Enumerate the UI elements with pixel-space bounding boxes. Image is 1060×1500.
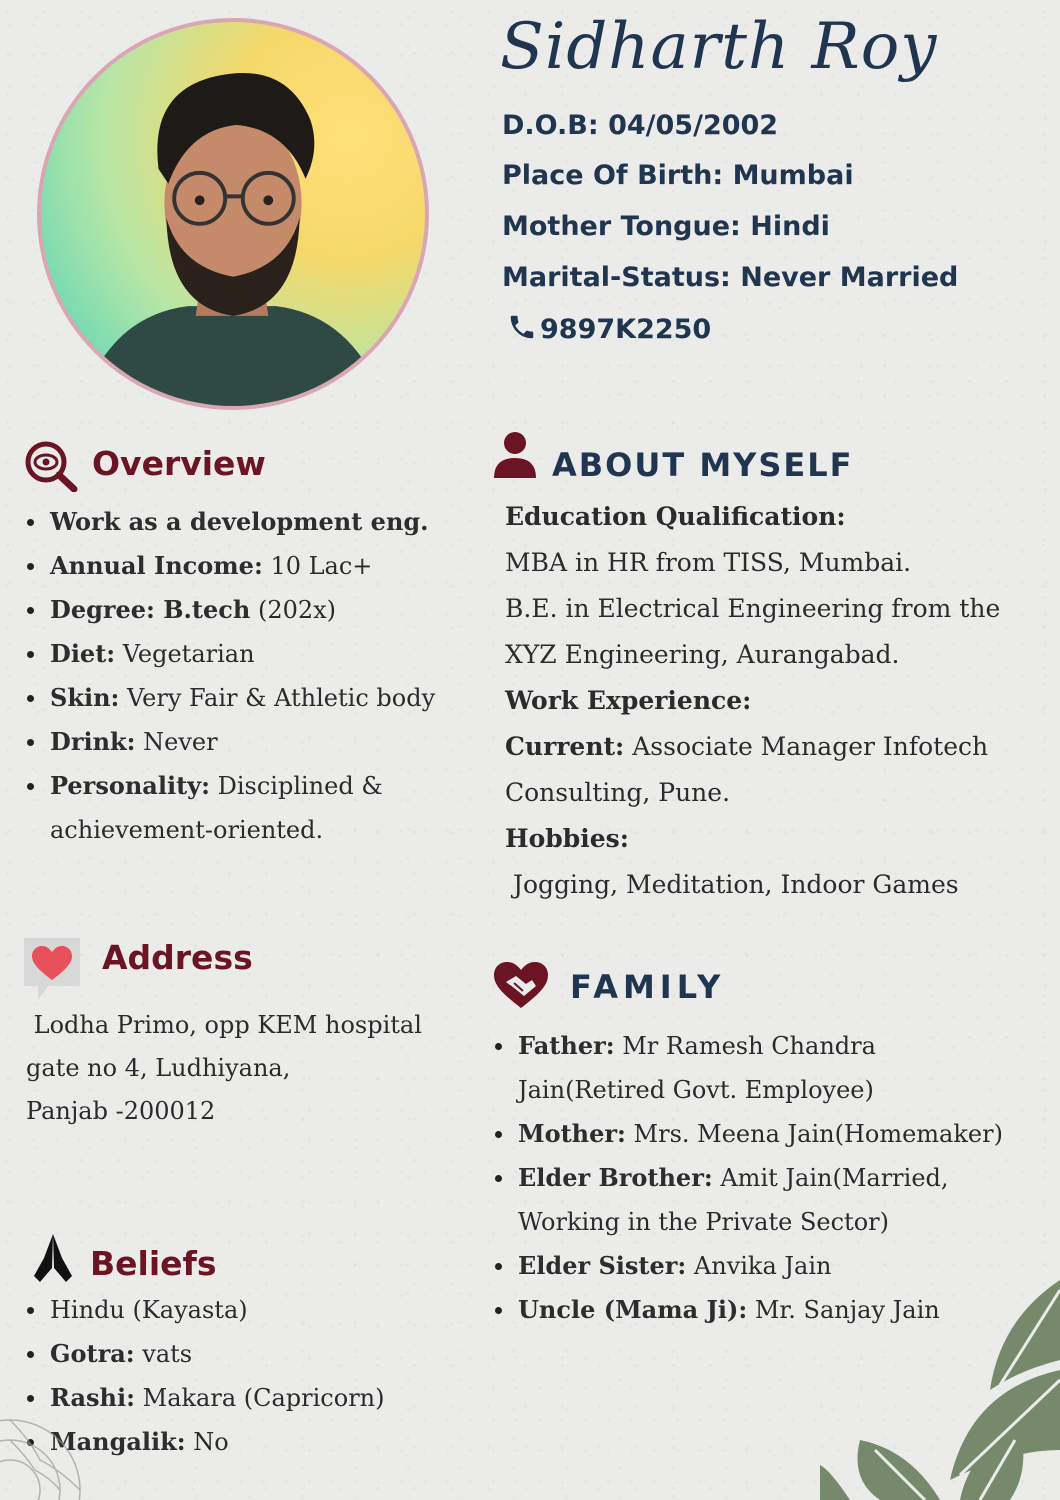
pob-row bbox=[502, 160, 854, 191]
belief-item: Gotra: vats bbox=[24, 1332, 385, 1376]
about-body bbox=[505, 494, 1000, 908]
about-heading: ABOUT MYSELF bbox=[552, 446, 854, 484]
tongue-label: Mother Tongue: bbox=[502, 211, 741, 242]
person-icon bbox=[492, 430, 538, 480]
address-line: Lodha Primo, opp KEM hospital bbox=[26, 1011, 422, 1039]
tongue-value: Hindi bbox=[750, 211, 830, 242]
address-heading: Address bbox=[102, 938, 253, 977]
address-line: gate no 4, Ludhiyana, bbox=[26, 1054, 291, 1082]
mandala-decoration bbox=[0, 1390, 110, 1500]
hobbies-value: Jogging, Meditation, Indoor Games bbox=[505, 870, 959, 899]
beliefs-heading: Beliefs bbox=[90, 1244, 217, 1283]
education-line: MBA in HR from TISS, Mumbai. bbox=[505, 548, 912, 577]
address-line: Panjab -200012 bbox=[26, 1097, 216, 1125]
heart-chat-icon bbox=[18, 932, 86, 1004]
pob-value: Mumbai bbox=[732, 160, 854, 191]
search-eye-icon bbox=[24, 440, 80, 492]
praying-hands-icon bbox=[30, 1232, 76, 1284]
overview-item: Personality: Disciplined & bbox=[24, 764, 435, 808]
family-item: Mother: Mrs. Meena Jain(Homemaker) bbox=[492, 1112, 1003, 1156]
education-line: B.E. in Electrical Engineering from the bbox=[505, 594, 1001, 623]
family-item-continuation: Jain(Retired Govt. Employee) bbox=[518, 1076, 874, 1104]
overview-list bbox=[24, 500, 435, 808]
work-label: Work Experience: bbox=[505, 686, 752, 715]
family-item: Father: Mr Ramesh Chandra bbox=[492, 1024, 1003, 1068]
dob-row bbox=[502, 110, 778, 141]
family-item: Elder Sister: Anvika Jain bbox=[492, 1244, 1003, 1288]
dob-label: D.O.B: bbox=[502, 110, 599, 141]
overview-item: Diet: Vegetarian bbox=[24, 632, 435, 676]
pob-label: Place Of Birth: bbox=[502, 160, 724, 191]
overview-continuation: achievement-oriented. bbox=[50, 816, 324, 844]
phone-row bbox=[506, 312, 711, 345]
dob-value: 04/05/2002 bbox=[608, 110, 779, 141]
overview-item: Drink: Never bbox=[24, 720, 435, 764]
hobbies-label: Hobbies: bbox=[505, 824, 629, 853]
belief-item: Rashi: Makara (Capricorn) bbox=[24, 1376, 385, 1420]
marital-value: Never Married bbox=[740, 262, 959, 293]
leaf-decoration bbox=[820, 1280, 1060, 1500]
overview-item: Degree: B.tech (202x) bbox=[24, 588, 435, 632]
belief-item: Hindu (Kayasta) bbox=[24, 1288, 385, 1332]
overview-item: Annual Income: 10 Lac+ bbox=[24, 544, 435, 588]
phone-number: 9897K2250 bbox=[540, 314, 712, 345]
tongue-row bbox=[502, 211, 830, 242]
family-item-continuation: Working in the Private Sector) bbox=[518, 1208, 889, 1236]
family-heading: FAMILY bbox=[570, 968, 726, 1006]
family-item: Elder Brother: Amit Jain(Married, bbox=[492, 1156, 1003, 1200]
profile-photo bbox=[37, 18, 429, 410]
overview-heading: Overview bbox=[92, 444, 266, 483]
education-line: XYZ Engineering, Aurangabad. bbox=[505, 640, 900, 669]
overview-item: Skin: Very Fair & Athletic body bbox=[24, 676, 435, 720]
phone-icon bbox=[506, 312, 538, 342]
overview-item: Work as a development eng. bbox=[24, 500, 435, 544]
marital-row bbox=[502, 262, 958, 293]
family-item: Uncle (Mama Ji): Mr. Sanjay Jain bbox=[492, 1288, 1003, 1332]
education-label: Education Qualification: bbox=[505, 502, 846, 531]
current-job: Current: Associate Manager Infotech bbox=[505, 732, 989, 761]
belief-item: Mangalik: No bbox=[24, 1420, 385, 1464]
handshake-heart-icon bbox=[492, 960, 550, 1010]
current-job-cont: Consulting, Pune. bbox=[505, 778, 731, 807]
address-block bbox=[26, 1004, 422, 1133]
marital-label: Marital-Status: bbox=[502, 262, 731, 293]
profile-name: Sidharth Roy bbox=[500, 10, 938, 84]
